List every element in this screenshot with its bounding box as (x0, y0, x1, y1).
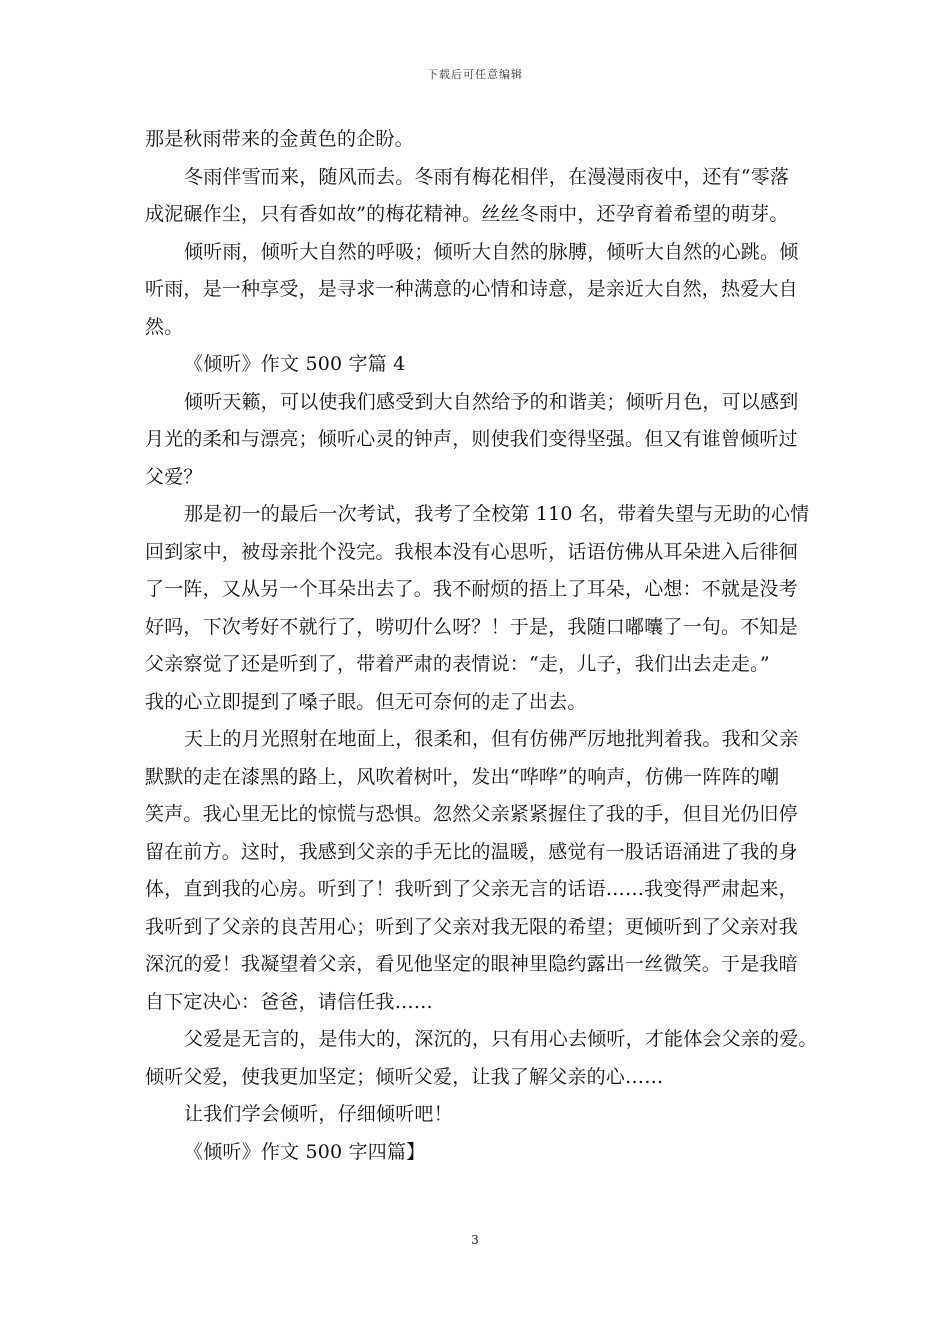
text-line: 回到家中，被母亲批个没完。我根本没有心思听，话语仿佛从耳朵进入后徘徊 (145, 540, 798, 563)
text-line: 那是初一的最后一次考试，我考了全校第 110 名，带着失望与无助的心情 (184, 503, 810, 525)
text-line: 倾听父爱，使我更加坚定；倾听父爱，让我了解父亲的心…… (145, 1065, 664, 1088)
text-line: 了一阵，又从另一个耳朵出去了。我不耐烦的捂上了耳朵，心想：不就是没考 (145, 578, 798, 600)
text-line: 笑声。我心里无比的惊慌与恐惧。忽然父亲紧紧握住了我的手，但目光仍旧停 (145, 803, 798, 825)
text-line: 《倾听》作文 500 字四篇】 (184, 1140, 426, 1163)
text-line: 默默的走在漆黑的路上，风吹着树叶，发出“哗哗”的响声，仿佛一阵阵的嘲 (145, 765, 780, 788)
page-header: 下载后可任意编辑 (427, 68, 523, 81)
text-line: 好吗，下次考好不就行了，唠叨什么呀？！于是，我随口嘟囔了一句。不知是 (145, 615, 798, 638)
text-line: 月光的柔和与漂亮；倾听心灵的钟声，则使我们变得坚强。但又有谁曾倾听过 (145, 428, 798, 450)
text-line: 父亲察觉了还是听到了，带着严肃的表情说：“走，儿子，我们出去走走。” (145, 653, 770, 675)
document-body (145, 121, 818, 1171)
text-line: 成泥碾作尘，只有香如故”的梅花精神。丝丝冬雨中，还孕育着希望的萌芽。 (145, 203, 789, 225)
text-line: 冬雨伴雪而来，随风而去。冬雨有梅花相伴，在漫漫雨夜中，还有“零落 (184, 165, 790, 188)
text-line: 天上的月光照射在地面上，很柔和，但有仿佛严厉地批判着我。我和父亲 (184, 728, 799, 750)
text-line: 《倾听》作文 500 字篇 4 (184, 353, 406, 375)
text-line: 那是秋雨带来的金黄色的企盼。 (145, 128, 414, 150)
text-line: 父爱？ (145, 465, 203, 488)
page-number: 3 (471, 1233, 479, 1247)
text-line: 父爱是无言的，是伟大的，深沉的，只有用心去倾听，才能体会父亲的爱。 (184, 1028, 818, 1050)
text-line: 留在前方。这时，我感到父亲的手无比的温暖，感觉有一股话语涌进了我的身 (145, 840, 798, 863)
text-line: 我的心立即提到了嗓子眼。但无可奈何的走了出去。 (145, 690, 587, 713)
text-line: 倾听天籁，可以使我们感受到大自然给予的和谐美；倾听月色，可以感到 (184, 390, 799, 413)
text-line: 深沉的爱！我凝望着父亲，看见他坚定的眼神里隐约露出一丝微笑。于是我暗 (145, 953, 798, 975)
text-line: 自下定决心：爸爸，请信任我…… (145, 990, 434, 1013)
text-line: 我听到了父亲的良苦用心；听到了父亲对我无限的希望；更倾听到了父亲对我 (145, 915, 798, 938)
text-line: 然。 (145, 315, 184, 338)
text-line: 让我们学会倾听，仔细倾听吧！ (184, 1103, 453, 1125)
text-line: 倾听雨，倾听大自然的呼吸；倾听大自然的脉膊，倾听大自然的心跳。倾 (184, 240, 799, 263)
text-line: 体，直到我的心房。听到了！我听到了父亲无言的话语……我变得严肃起来， (145, 878, 798, 900)
text-line: 听雨，是一种享受，是寻求一种满意的心情和诗意，是亲近大自然，热爱大自 (145, 278, 798, 300)
